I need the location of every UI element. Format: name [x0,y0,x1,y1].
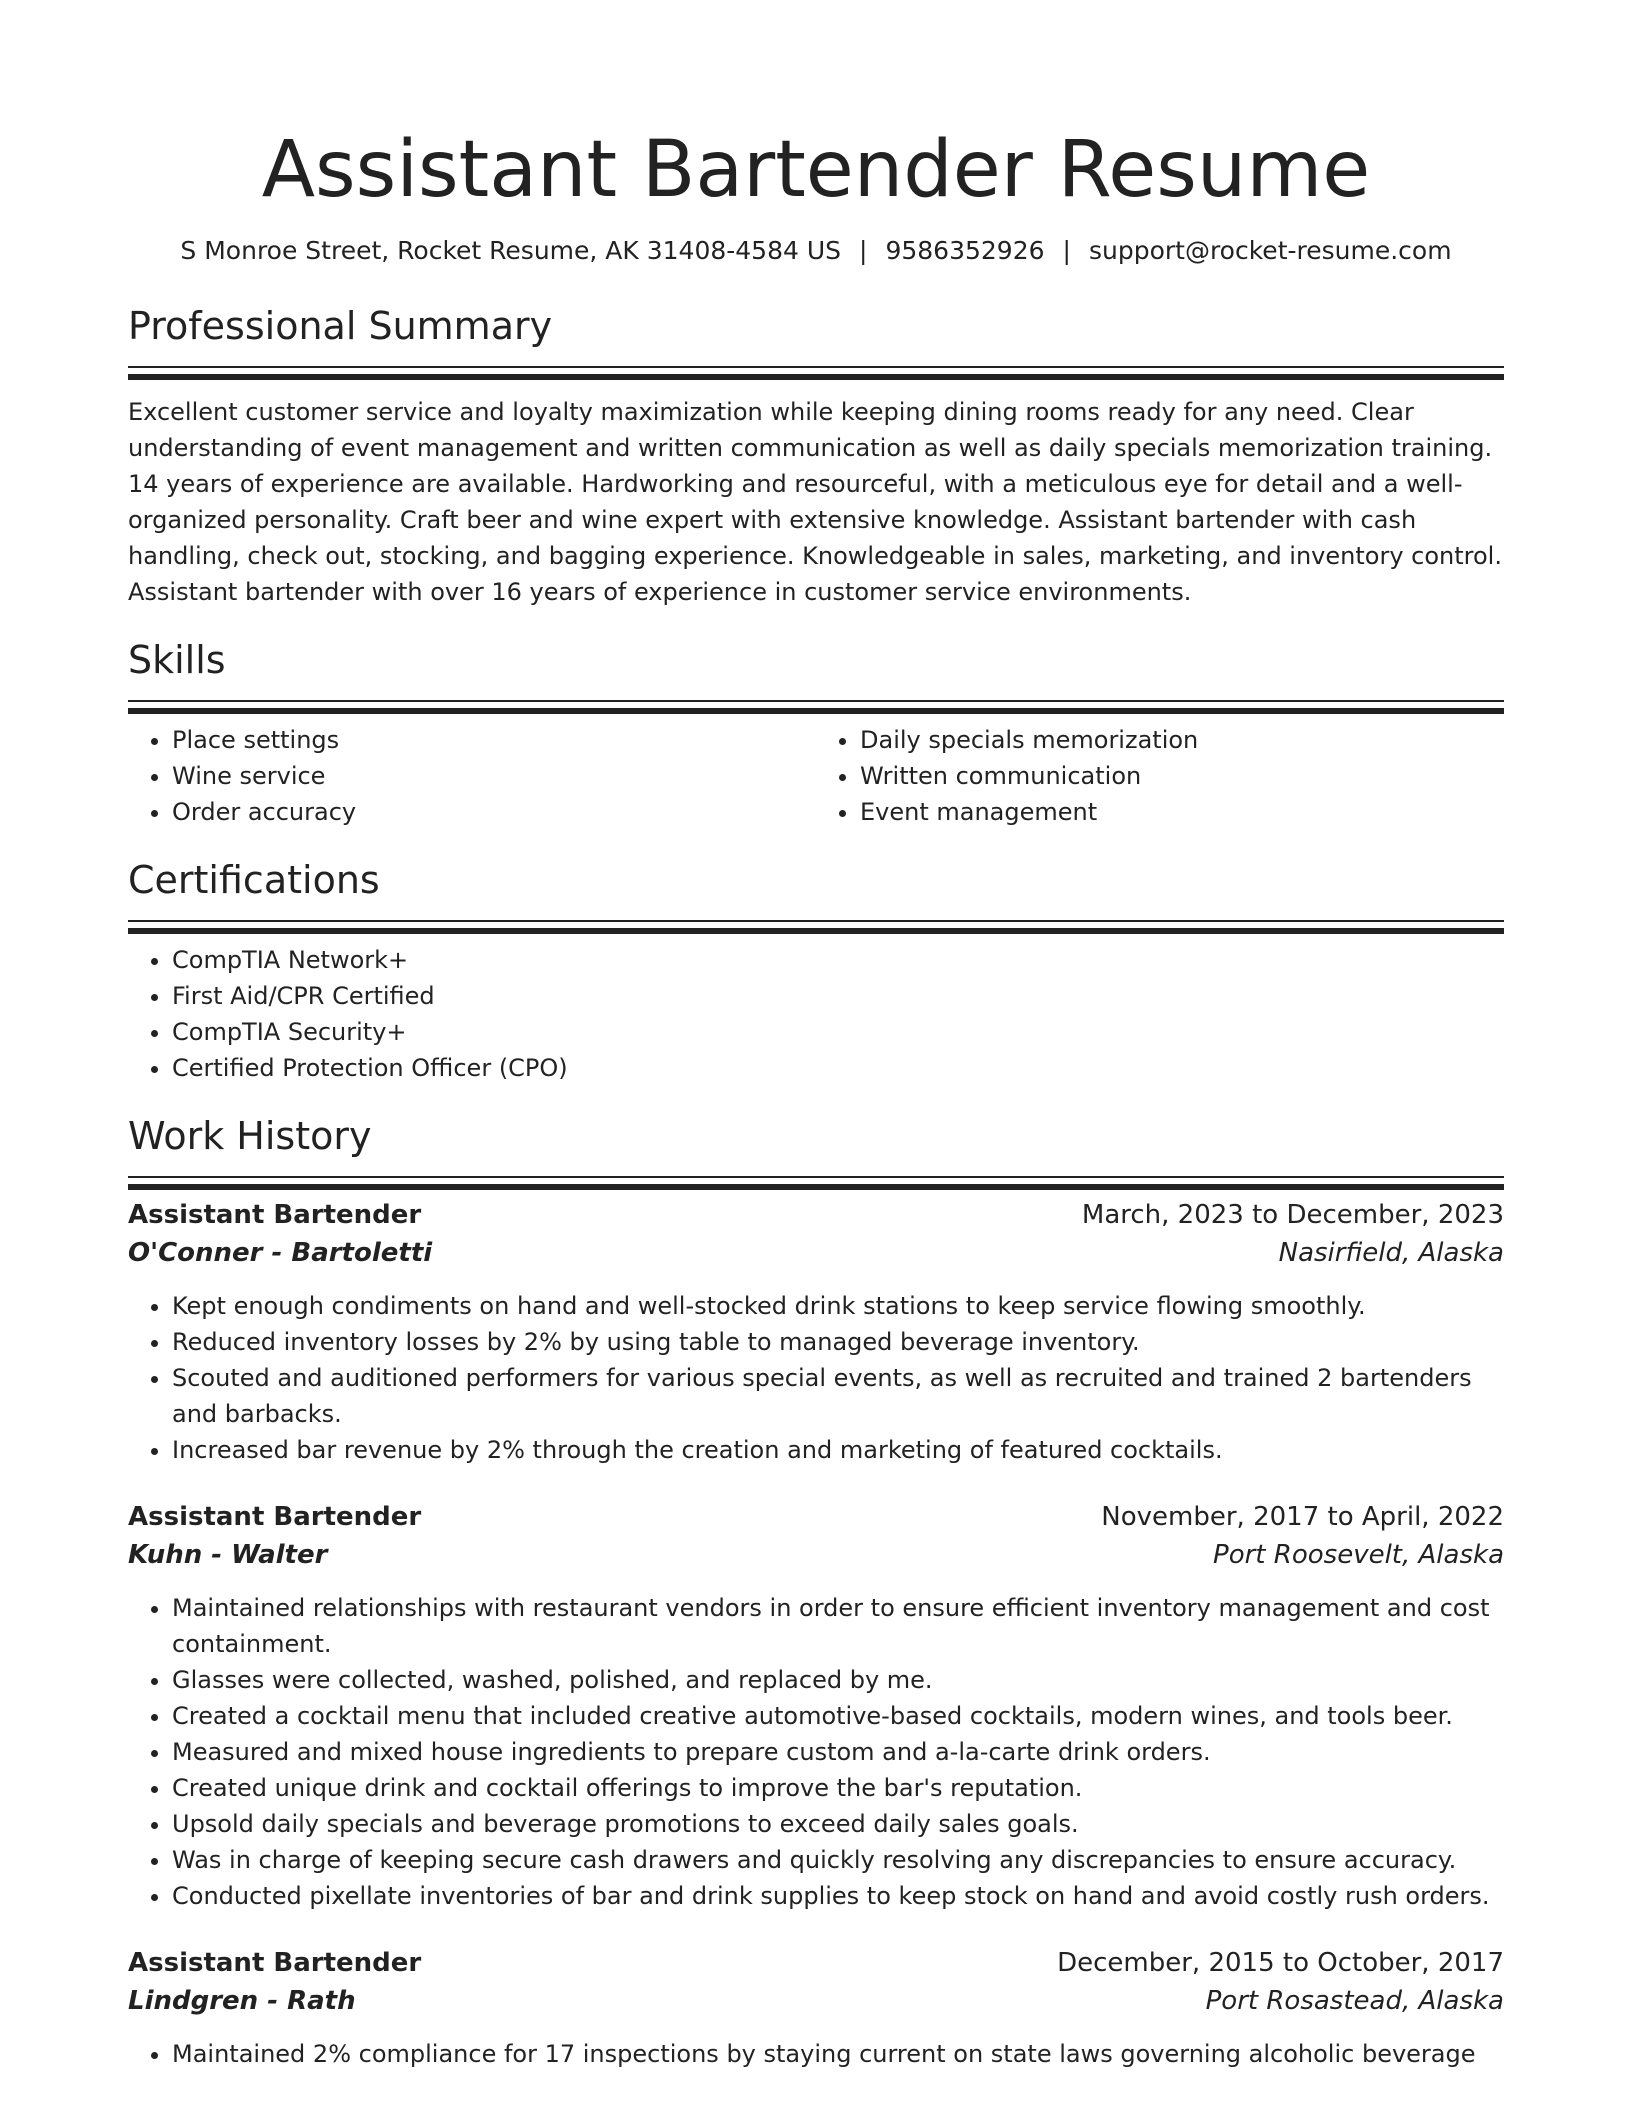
job-location: Nasirfield, Alaska [1278,1238,1504,1268]
job-bullet: • Kept enough condiments on hand and well-stocked drink stations to keep service flowing smoothly. [172,1288,1504,1324]
section-divider [128,1176,1504,1178]
job-company-row [128,1234,1504,1272]
certification-item: • Certified Protection Officer (CPO) [172,1050,1504,1086]
work-history-section [128,1112,1504,2072]
job-location: Port Rosastead, Alaska [1205,1986,1504,2016]
summary-text: Excellent customer service and loyalty maximization while keeping dining rooms ready for any need. Clear understanding of event management and written communication as well as daily specials memorization training. 14 years of experience are available. Hardworking and resourceful, with a meticulous eye for detail and a well-organized personality. Craft beer and wine expert with extensive knowledge. Assistant bartender with cash handling, check out, stocking, and bagging experience. Knowledgeable in sales, marketing, and inventory control. Assistant bartender with over 16 years of experience in customer service environments. [128,398,1502,606]
certifications-list [128,942,1504,1086]
skill-item: • Daily specials memorization [860,722,1504,758]
job-bullets [128,1288,1504,1468]
skills-list-right [816,722,1504,830]
contact-phone: 9586352926 [885,236,1045,265]
job-bullet: • Measured and mixed house ingredients to prepare custom and a-la-carte drink orders. [172,1734,1504,1770]
job-bullet: • Increased bar revenue by 2% through the creation and marketing of featured cocktails. [172,1432,1504,1468]
job-entry [128,1944,1504,2072]
job-bullet: • Conducted pixellate inventories of bar and drink supplies to keep stock on hand and avoid costly rush orders. [172,1878,1504,1914]
section-divider [128,700,1504,702]
section-divider [128,920,1504,922]
skill-item: • Order accuracy [172,794,816,830]
job-title: Assistant Bartender [128,1200,422,1230]
summary-section [128,302,1504,610]
job-header-row [128,1196,1504,1234]
skill-item: • Wine service [172,758,816,794]
section-divider [128,366,1504,368]
certifications-heading: Certifications [128,858,380,902]
certification-item: • CompTIA Network+ [172,942,1504,978]
job-dates: November, 2017 to April, 2022 [1101,1502,1504,1532]
job-bullet: • Upsold daily specials and beverage promotions to exceed daily sales goals. [172,1806,1504,1842]
resume-page [128,0,1504,2102]
contact-line [128,234,1504,268]
job-bullet: • Created a cocktail menu that included creative automotive-based cocktails, modern wines, and tools beer. [172,1698,1504,1734]
job-bullet: • Was in charge of keeping secure cash drawers and quickly resolving any discrepancies to ensure accuracy. [172,1842,1504,1878]
job-title: Assistant Bartender [128,1948,422,1978]
job-bullet: • Maintained relationships with restaurant vendors in order to ensure efficient inventory management and cost containment. [172,1590,1504,1662]
work-history-body [128,1196,1504,2072]
contact-email: support@rocket-resume.com [1088,236,1452,265]
skills-heading: Skills [128,638,226,682]
certification-item: • CompTIA Security+ [172,1014,1504,1050]
job-entry [128,1498,1504,1914]
skills-list-left [128,722,816,830]
job-title: Assistant Bartender [128,1502,422,1532]
skills-columns [128,722,1504,830]
contact-address: S Monroe Street, Rocket Resume, AK 31408-4584 US [180,236,842,265]
job-company: Kuhn - Walter [128,1540,328,1570]
job-bullet: • Glasses were collected, washed, polished, and replaced by me. [172,1662,1504,1698]
job-header-row [128,1498,1504,1536]
job-company: Lindgren - Rath [128,1986,356,2016]
skill-item: • Place settings [172,722,816,758]
summary-body [128,394,1504,610]
work-history-heading: Work History [128,1114,372,1158]
summary-heading: Professional Summary [128,304,553,348]
job-bullets [128,2036,1504,2072]
job-bullet: • Scouted and auditioned performers for various special events, as well as recruited and trained 2 bartenders and barbacks. [172,1360,1504,1432]
job-bullet: • Maintained 2% compliance for 17 inspections by staying current on state laws governing alcoholic beverage [172,2036,1504,2072]
job-header-row [128,1944,1504,1982]
job-company: O'Conner - Bartoletti [128,1238,433,1268]
job-bullet: • Reduced inventory losses by 2% by using table to managed beverage inventory. [172,1324,1504,1360]
skill-item: • Written communication [860,758,1504,794]
job-dates: March, 2023 to December, 2023 [1081,1200,1504,1230]
contact-separator: | [1062,236,1071,265]
job-company-row [128,1982,1504,2020]
job-dates: December, 2015 to October, 2017 [1057,1948,1504,1978]
certification-item: • First Aid/CPR Certified [172,978,1504,1014]
job-location: Port Roosevelt, Alaska [1213,1540,1504,1570]
job-company-row [128,1536,1504,1574]
job-bullets [128,1590,1504,1914]
job-bullet: • Created unique drink and cocktail offerings to improve the bar's reputation. [172,1770,1504,1806]
certifications-body [128,942,1504,1086]
skill-item: • Event management [860,794,1504,830]
contact-separator: | [859,236,868,265]
resume-title: Assistant Bartender Resume [261,125,1371,215]
skills-section [128,636,1504,830]
certifications-section [128,856,1504,1086]
job-entry [128,1196,1504,1468]
